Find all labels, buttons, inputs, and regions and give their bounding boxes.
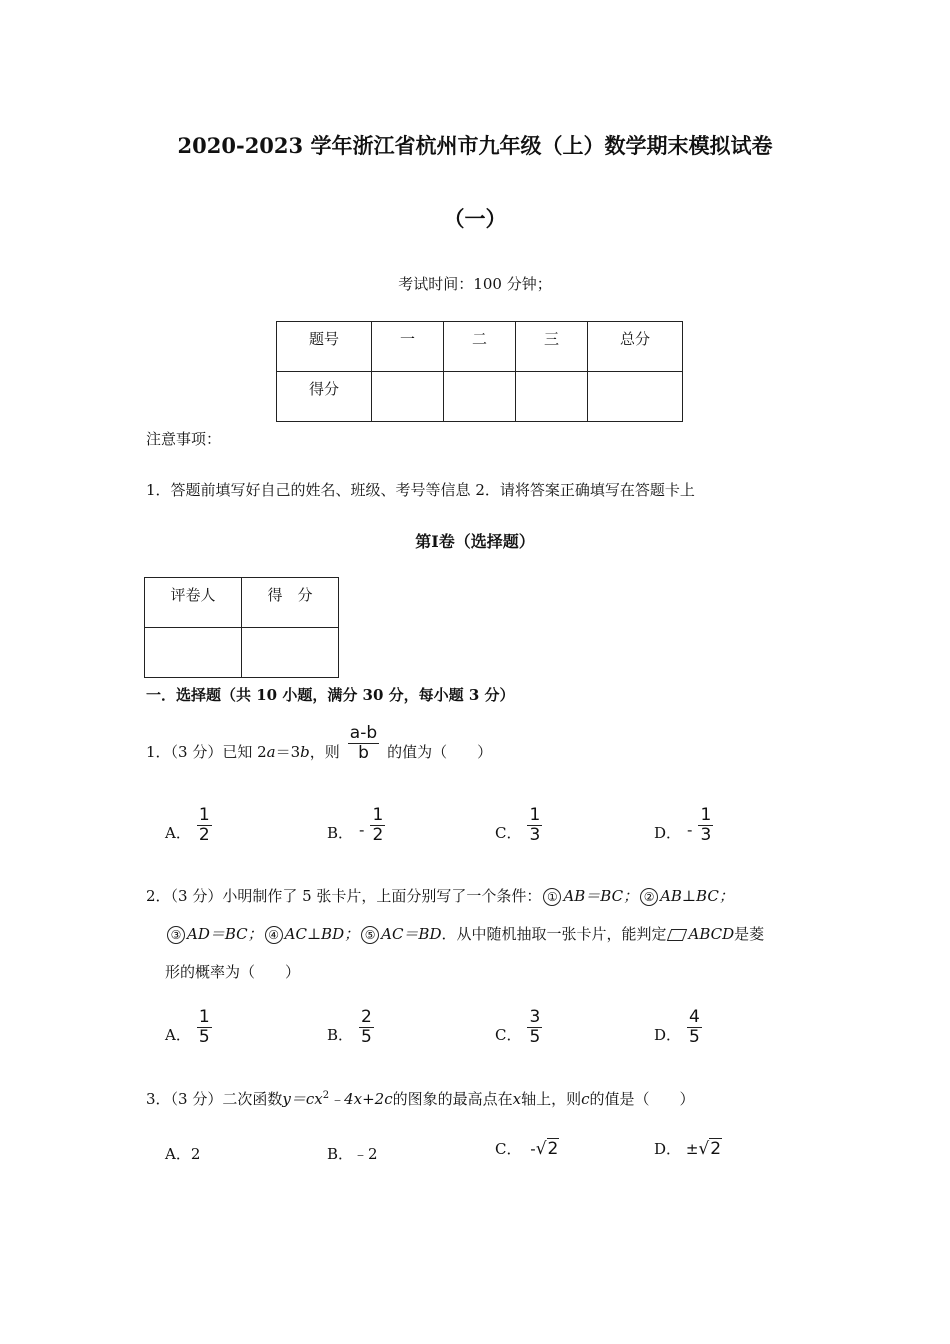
q3-func-rest: ﹣4x+2c: [329, 1090, 393, 1108]
option-sign: ±: [685, 1140, 699, 1158]
option-label: C．: [495, 1140, 522, 1158]
option-fraction: [698, 806, 713, 845]
grader-table: [144, 577, 339, 678]
question-3: [146, 1088, 695, 1109]
q3-option-b[interactable]: [327, 1143, 378, 1164]
q2-mid: ．从中随机抽取一张卡片，能判定: [441, 925, 667, 943]
fraction-numerator: 1: [198, 1007, 210, 1027]
score-table: [276, 321, 683, 422]
q1-option-d[interactable]: [654, 806, 713, 845]
grader-label: 评卷人: [145, 578, 242, 628]
q2-cond-5: AC＝BD: [381, 925, 442, 943]
fraction-denominator: 5: [689, 1027, 700, 1047]
circled-1: ①: [543, 888, 561, 906]
option-fraction: [687, 1008, 702, 1047]
score-cell[interactable]: [372, 372, 444, 422]
option-label: A．: [165, 824, 191, 842]
q2-cond-3: AD＝BC；: [187, 925, 263, 943]
q3-prefix: 3．（3 分）二次函数: [146, 1090, 283, 1108]
section-title: 第Ⅰ卷（选择题）: [415, 532, 535, 551]
circled-5: ⑤: [361, 926, 379, 944]
fraction-denominator: 5: [529, 1027, 541, 1047]
q3-exponent: 2: [322, 1090, 330, 1101]
score-cell[interactable]: [588, 372, 683, 422]
question-2-line-3: 形的概率为（ ）: [165, 963, 301, 981]
q2-option-a[interactable]: [165, 1008, 212, 1047]
q2-cond-4: AC⊥BD；: [284, 925, 360, 943]
option-fraction: [370, 806, 385, 845]
q1-fraction: [348, 724, 379, 763]
fraction-numerator: 1: [198, 805, 210, 825]
sqrt-radicand: 2: [547, 1139, 559, 1159]
option-label: C．: [495, 1026, 522, 1044]
option-label: C．: [495, 824, 522, 842]
parallelogram-icon: [667, 929, 687, 941]
notes-text: 1．答题前填写好自己的姓名、班级、考号等信息 2．请将答案正确填写在答题卡上: [146, 481, 695, 499]
q2-prefix: 2．（3 分）小明制作了 5 张卡片，上面分别写了一个条件：: [146, 887, 542, 905]
option-label: D．: [654, 1140, 682, 1158]
q3-option-c[interactable]: [495, 1138, 559, 1159]
option-fraction: [527, 806, 542, 845]
score-cell[interactable]: [242, 628, 339, 678]
score-cell[interactable]: [444, 372, 516, 422]
score-table-header: 题号: [277, 322, 372, 372]
q1-prefix: 1．（3 分）已知 2: [146, 743, 267, 761]
fraction-denominator: 3: [529, 825, 541, 845]
q2-cond-1: AB＝BC；: [563, 887, 639, 905]
sqrt-radicand: 2: [710, 1139, 722, 1159]
fraction-denominator: 2: [198, 825, 210, 845]
option-sign: -: [687, 821, 693, 839]
option-fraction: [527, 1008, 542, 1047]
option-text: 2: [190, 1145, 201, 1163]
q1-suffix: 的值为（ ）: [387, 743, 493, 761]
option-label: A．: [165, 1026, 191, 1044]
q1-option-c[interactable]: [495, 806, 542, 845]
q3-option-d[interactable]: [654, 1138, 722, 1159]
paper-subtitle: （一）: [443, 206, 507, 231]
q1-var-b: b: [300, 742, 310, 761]
circled-2: ②: [640, 888, 658, 906]
fraction-numerator: 4: [689, 1007, 700, 1027]
score-row-label: 得分: [277, 372, 372, 422]
q2-cond-2: AB⊥BC；: [660, 887, 734, 905]
q3-var: c: [581, 1090, 590, 1108]
q2-option-c[interactable]: [495, 1008, 542, 1047]
score-table-header: 三: [516, 322, 588, 372]
paper-title: 2020-2023 学年浙江省杭州市九年级（上）数学期末模拟试卷: [177, 133, 773, 158]
q3-axis: x: [512, 1090, 522, 1108]
option-label: D．: [654, 1026, 682, 1044]
q3-suffix: 的值是（ ）: [589, 1090, 695, 1108]
fraction-numerator: 1: [529, 805, 541, 825]
part-title: 一．选择题（共 10 小题，满分 30 分，每小题 3 分）: [146, 686, 515, 704]
sqrt-icon: √: [698, 1139, 710, 1159]
question-1: [146, 723, 493, 771]
circled-3: ③: [167, 926, 185, 944]
fraction-numerator: 2: [361, 1007, 372, 1027]
q1-var-a: a: [266, 742, 276, 761]
fraction-denominator: 3: [700, 825, 712, 845]
question-2-line-1: [146, 885, 734, 906]
score-table-header: 二: [444, 322, 516, 372]
fraction-denominator: b: [358, 743, 369, 763]
fraction-numerator: a-b: [349, 723, 378, 743]
score-cell[interactable]: [516, 372, 588, 422]
option-sign: -: [359, 821, 365, 839]
score-label: 得 分: [242, 578, 339, 628]
q3-mid2: 轴上，则: [521, 1090, 582, 1108]
option-fraction: [197, 1008, 212, 1047]
fraction-denominator: 5: [361, 1027, 372, 1047]
grader-cell[interactable]: [145, 628, 242, 678]
circled-4: ④: [265, 926, 283, 944]
question-2-line-2: [165, 923, 764, 944]
q2-option-d[interactable]: [654, 1008, 702, 1047]
option-sign: -: [530, 1140, 536, 1158]
fraction-denominator: 5: [198, 1027, 210, 1047]
q1-option-b[interactable]: [327, 806, 385, 845]
q1-then: ，则: [309, 743, 340, 761]
notes-heading: 注意事项：: [146, 430, 222, 448]
q3-option-a[interactable]: [165, 1143, 200, 1164]
sqrt-icon: √: [535, 1139, 547, 1159]
q1-option-a[interactable]: [165, 806, 212, 845]
option-label: B．: [327, 1026, 354, 1044]
fraction-numerator: 1: [700, 805, 712, 825]
option-fraction: [359, 1008, 374, 1047]
option-text: ﹣2: [353, 1145, 378, 1163]
q2-option-b[interactable]: [327, 1008, 374, 1047]
fraction-numerator: 1: [372, 805, 384, 825]
option-label: A．: [165, 1145, 191, 1163]
exam-time: 考试时间：100 分钟；: [398, 275, 552, 293]
q1-eq: ＝3: [275, 743, 301, 761]
option-label: B．: [327, 824, 354, 842]
q2-end: 是菱: [734, 925, 765, 943]
fraction-numerator: 3: [529, 1007, 541, 1027]
option-label: B．: [327, 1145, 354, 1163]
option-label: D．: [654, 824, 682, 842]
score-table-header: 一: [372, 322, 444, 372]
q3-func: y＝cx: [282, 1090, 323, 1108]
fraction-denominator: 2: [372, 825, 384, 845]
q3-mid: 的图象的最高点在: [392, 1090, 513, 1108]
option-fraction: [197, 806, 212, 845]
score-table-header: 总分: [588, 322, 683, 372]
q2-shape: ABCD: [688, 925, 735, 943]
